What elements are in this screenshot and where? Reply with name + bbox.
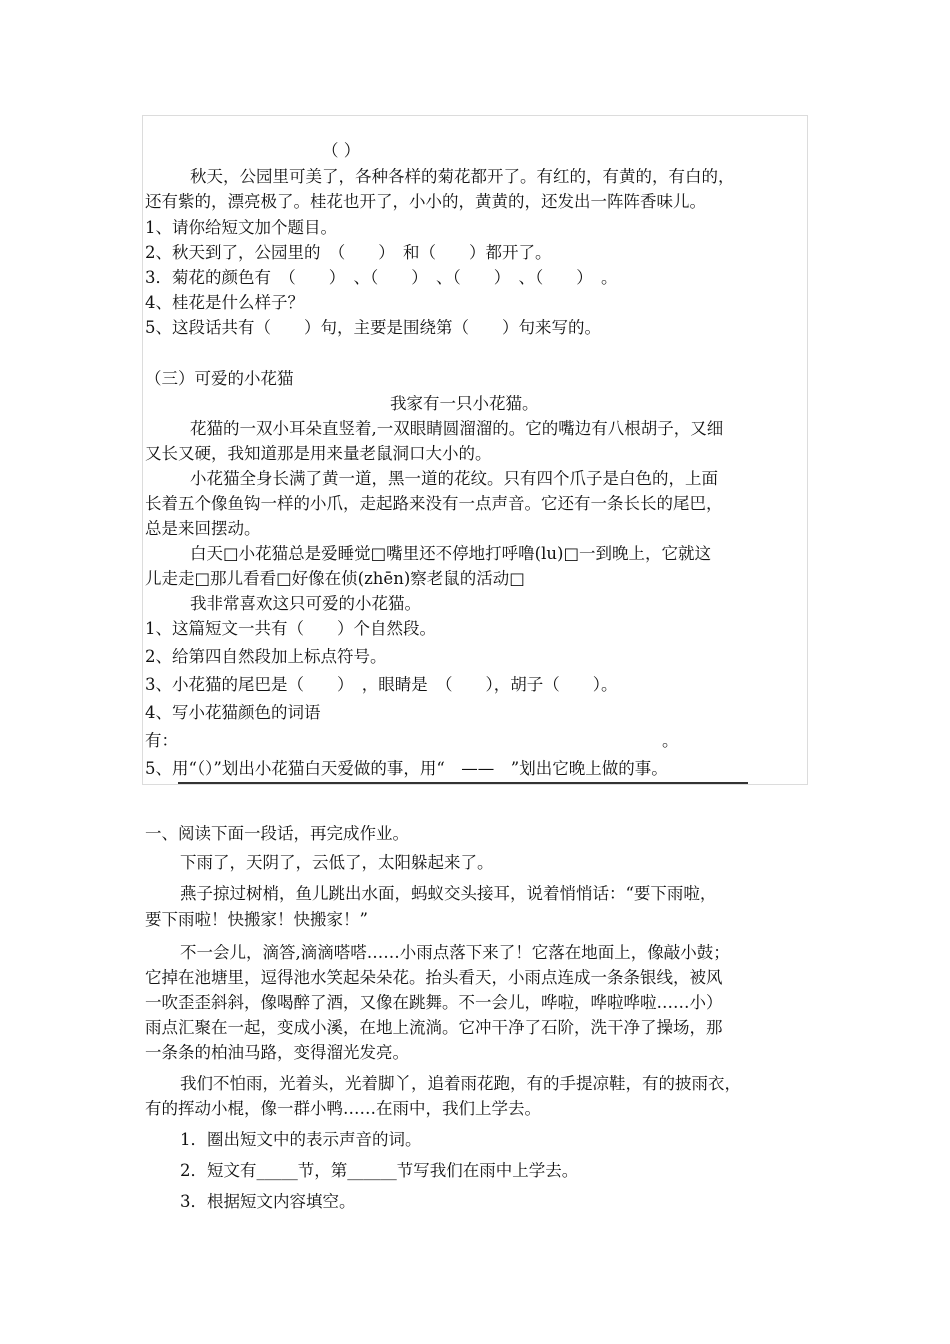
answer-end-mark: 。 <box>662 731 679 750</box>
passage-line: 雨点汇聚在一起，变成小溪，在地上流淌。它冲干净了石阶，洗干净了操场，那 <box>145 1018 723 1037</box>
section-heading: 一、阅读下面一段话，再完成作业。 <box>145 824 409 843</box>
divider-rule <box>178 782 748 784</box>
passage-line: 有的挥动小棍，像一群小鸭……在雨中，我们上学去。 <box>145 1099 541 1118</box>
passage-line: 我们不怕雨，光着头，光着脚丫，追着雨花跑，有的手提凉鞋，有的披雨衣， <box>180 1074 741 1093</box>
section-heading: （三）可爱的小花猫 <box>145 369 294 388</box>
passage-line: 要下雨啦！快搬家！快搬家！” <box>145 910 368 929</box>
passage-line: 秋天，公园里可美了，各种各样的菊花都开了。有红的，有黄的，有白的， <box>190 167 735 186</box>
passage-line: 儿走走□那儿看看□好像在侦(zhēn)察老鼠的活动□ <box>145 569 525 588</box>
passage-line: 又长又硬，我知道那是用来量老鼠洞口大小的。 <box>145 444 492 463</box>
question: 2、秋天到了，公园里的 （ ） 和（ ）都开了。 <box>145 243 552 262</box>
question: 5、用“（）”划出小花猫白天爱做的事，用“ —— ”划出它晚上做的事。 <box>145 759 668 778</box>
question: 2．短文有_____节，第______节写我们在雨中上学去。 <box>180 1161 579 1180</box>
passage-line: 我非常喜欢这只可爱的小花猫。 <box>190 594 421 613</box>
question: 1．圈出短文中的表示声音的词。 <box>180 1130 422 1149</box>
question: 3．根据短文内容填空。 <box>180 1192 356 1211</box>
passage-line: 白天□小花猫总是爱睡觉□嘴里还不停地打呼噜(lu)□一到晚上，它就这 <box>190 544 712 563</box>
question: 1、请你给短文加个题目。 <box>145 218 337 237</box>
passage-line: 燕子掠过树梢，鱼儿跳出水面，蚂蚁交头接耳，说着悄悄话：“要下雨啦， <box>180 884 717 903</box>
passage-line: 小花猫全身长满了黄一道，黑一道的花纹。只有四个爪子是白色的，上面 <box>190 469 718 488</box>
title-blank: （ ） <box>322 141 361 160</box>
question: 5、这段话共有（ ）句，主要是围绕第（ ）句来写的。 <box>145 318 601 337</box>
question: 3．菊花的颜色有 （ ） 、（ ） 、（ ） 、（ ） 。 <box>145 268 618 287</box>
passage-line: 一吹歪歪斜斜，像喝醉了酒，又像在跳舞。不一会儿，哗啦，哗啦哗啦……小） <box>145 993 723 1012</box>
question: 4、桂花是什么样子？ <box>145 293 304 312</box>
question: 2、给第四自然段加上标点符号。 <box>145 647 387 666</box>
passage-line: 一条条的柏油马路，变得溜光发亮。 <box>145 1043 409 1062</box>
passage-line: 不一会儿，滴答,滴滴嗒嗒……小雨点落下来了！它落在地面上，像敲小鼓； <box>180 943 730 962</box>
passage-line: 长着五个像鱼钩一样的小爪，走起路来没有一点声音。它还有一条长长的尾巴， <box>145 494 723 513</box>
passage-line: 它掉在池塘里，逗得池水笑起朵朵花。抬头看天，小雨点连成一条条银线，被风 <box>145 968 723 987</box>
question: 4、写小花猫颜色的词语 <box>145 703 321 722</box>
question: 1、这篇短文一共有（ ）个自然段。 <box>145 619 436 638</box>
passage-line: 花猫的一双小耳朵直竖着,一双眼睛圆溜溜的。它的嘴边有八根胡子，又细 <box>190 419 724 438</box>
passage-line: 还有紫的，漂亮极了。桂花也开了，小小的，黄黄的，还发出一阵阵香味儿。 <box>145 192 706 211</box>
passage-intro: 我家有一只小花猫。 <box>390 394 539 413</box>
passage-line: 下雨了，天阴了，云低了，太阳躲起来了。 <box>180 853 494 872</box>
answer-label: 有： <box>145 731 178 750</box>
question: 3、小花猫的尾巴是（ ） ，眼睛是 （ ），胡子（ ）。 <box>145 675 618 694</box>
passage-line: 总是来回摆动。 <box>145 519 261 538</box>
